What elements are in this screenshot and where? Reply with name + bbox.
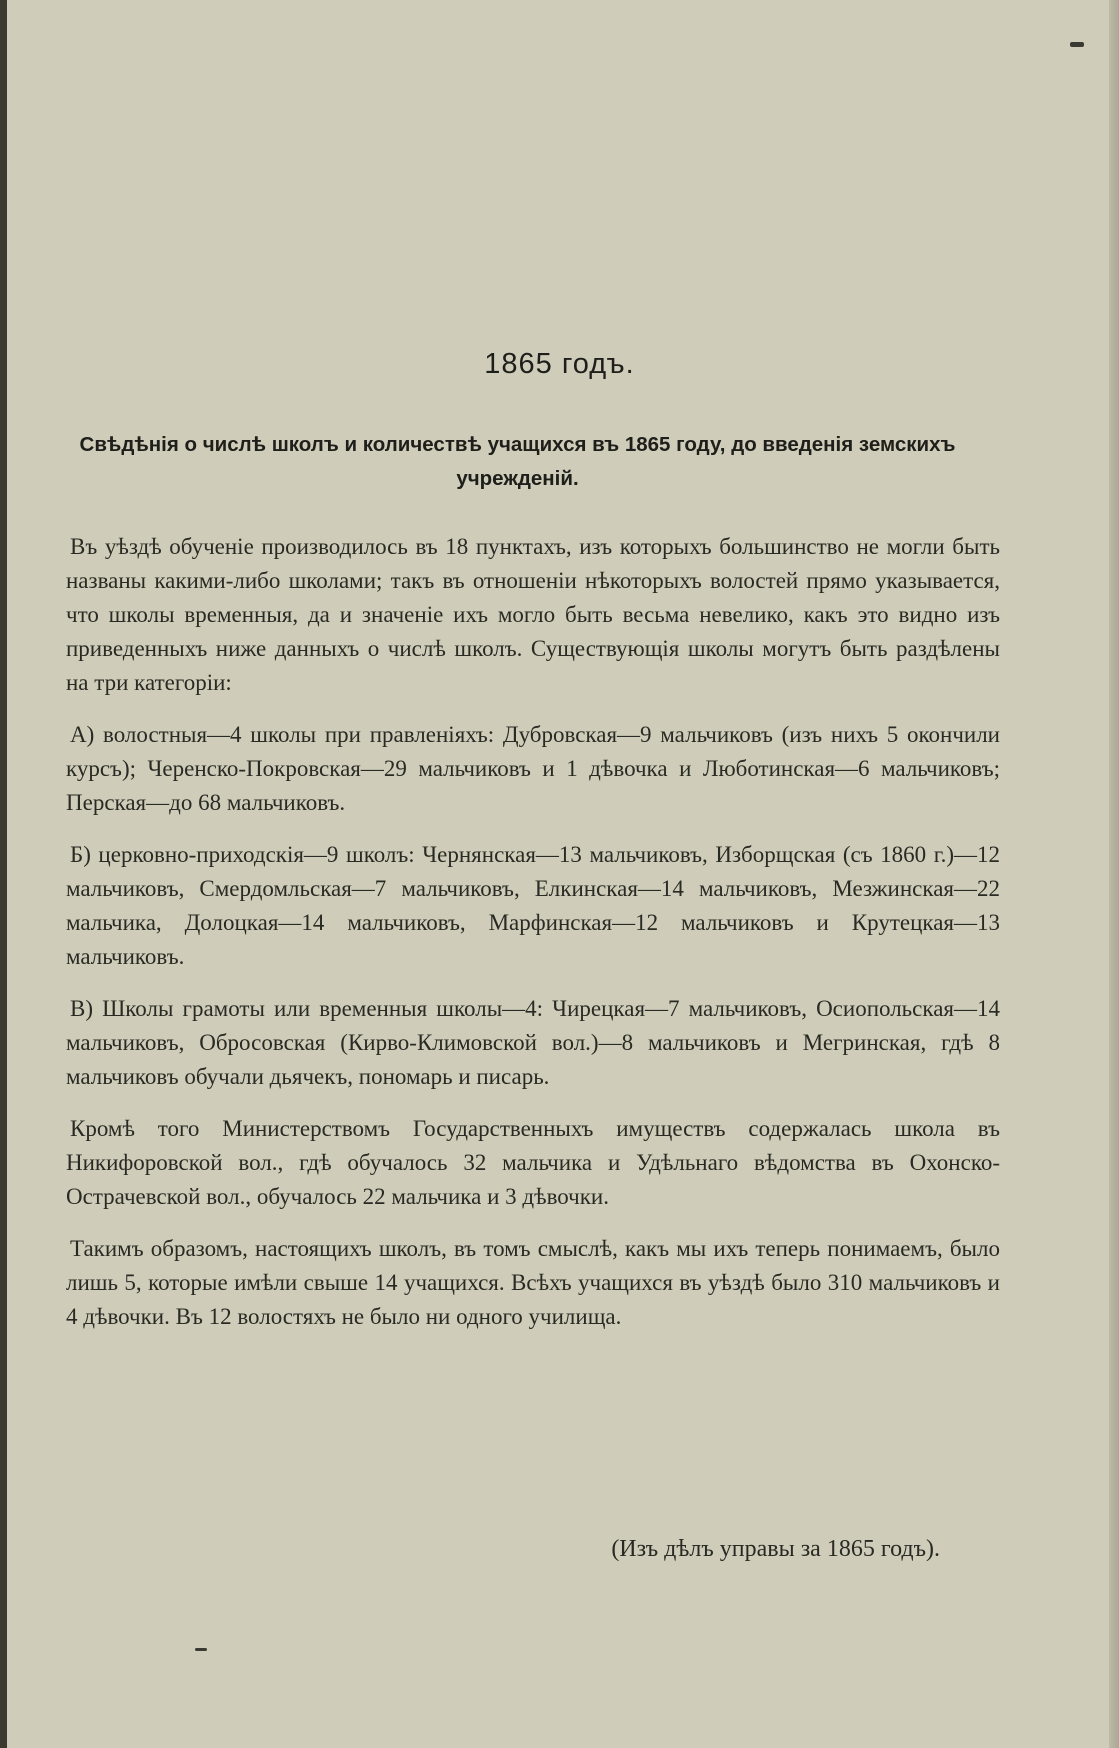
paragraph-parish-schools: Б) церковно-приходскія—9 школъ: Чернянская—13 мальчиковъ, Изборщская (съ 1860 г.)—12 мальчиковъ, Смердомльская—7 мальчиковъ, Елкинская—14 мальчиковъ, Мезжинская—22 мальчика, Долоцкая—14 мальчиковъ, Марфинская—12 мальчиковъ и Крутецкая—13 мальчиковъ. (66, 842, 1000, 969)
paragraph-ministry-schools: Кромѣ того Министерствомъ Государственныхъ имуществъ содержалась школа въ Никифоровской вол., гдѣ обучалось 32 мальчика и Удѣльнаго вѣдомства въ Охонско-Острачевской вол., обучалось 22 мальчика и 3 дѣвочки. (66, 1116, 1000, 1209)
section-subtitle: Свѣдѣнія о числѣ школъ и количествѣ учащихся въ 1865 году, до введенія земскихъ учрежденій. (79, 433, 956, 490)
page-left-edge (0, 0, 7, 1748)
paragraph-summary: Такимъ образомъ, настоящихъ школъ, въ томъ смыслѣ, какъ мы ихъ теперь понимаемъ, было лишь 5, которые имѣли свыше 14 учащихся. Всѣхъ учащихся въ уѣздѣ было 310 мальчиковъ и 4 дѣвочки. Въ 12 волостяхъ не было ни одного училища. (66, 1236, 1000, 1329)
year-heading: 1865 годъ. (484, 348, 635, 380)
paragraph-literacy-schools: В) Школы грамоты или временныя школы—4: Чирецкая—7 мальчиковъ, Осиопольская—14 мальчиковъ, Обросовская (Кирво-Климовской вол.)—8 мальчиковъ и Мегринская, гдѣ 8 мальчиковъ обучали дьячекъ, пономарь и писарь. (66, 996, 1000, 1089)
ink-mark (195, 1648, 207, 1651)
source-note: (Изъ дѣлъ управы за 1865 годъ). (611, 1536, 940, 1562)
paragraph-intro: Въ уѣздѣ обученіе производилось въ 18 пунктахъ, изъ которыхъ большинство не могли быть названы какими-либо школами; такъ въ отношеніи нѣкоторыхъ волостей прямо указывается, что школы временныя, да и значеніе ихъ могло быть весьма невелико, какъ это видно изъ приведенныхъ ниже данныхъ о числѣ школъ. Существующія школы могутъ быть раздѣлены на три категоріи: (66, 534, 1000, 695)
paragraph-volost-schools: А) волостныя—4 школы при правленіяхъ: Дубровская—9 мальчиковъ (изъ нихъ 5 окончили курсъ); Черенско-Покровская—29 мальчиковъ и 1 дѣвочка и Люботинская—6 мальчиковъ; Перская—до 68 мальчиковъ. (66, 722, 1000, 815)
page-right-edge (1109, 0, 1119, 1748)
ink-mark (1070, 42, 1084, 47)
body-text (66, 530, 1000, 1352)
